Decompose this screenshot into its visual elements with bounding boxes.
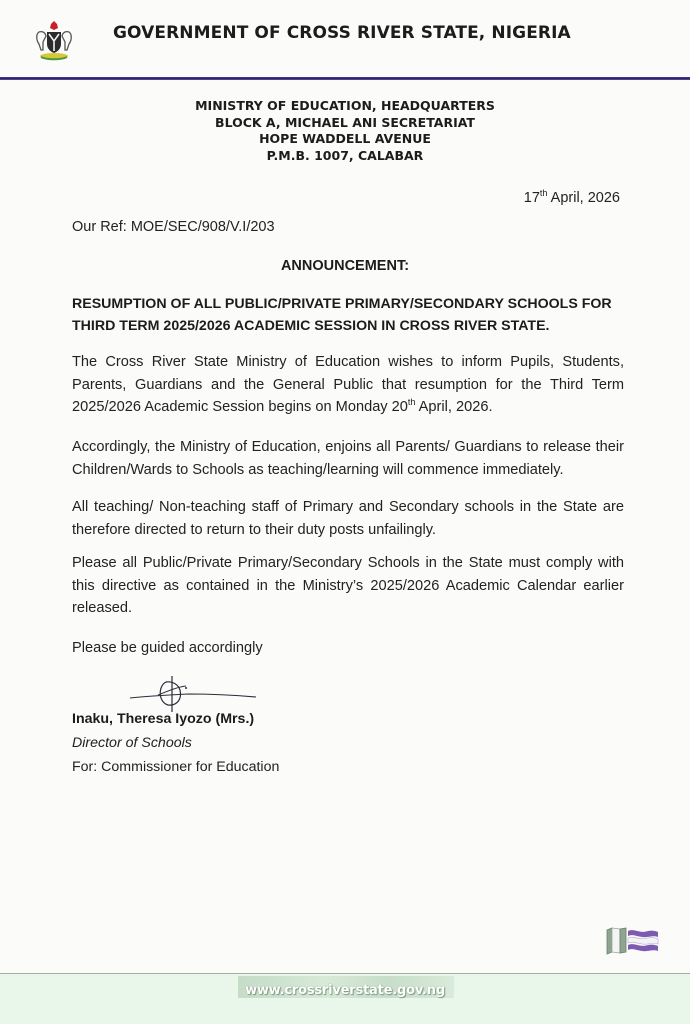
p1-suffix: th xyxy=(407,397,416,407)
ministry-address xyxy=(0,98,690,164)
address-line: P.M.B. 1007, CALABAR xyxy=(266,147,424,163)
reference-number: Our Ref: MOE/SEC/908/V.I/203 xyxy=(72,219,275,235)
address-line: BLOCK A, MICHAEL ANI SECRETARIAT xyxy=(215,114,475,130)
address-line: HOPE WADDELL AVENUE xyxy=(259,131,431,146)
subject-heading: RESUMPTION OF ALL PUBLIC/PRIVATE PRIMARY/SECONDARY SCHOOLS FOR THIRD TERM 2025/2026 ACADEMIC SESSION IN CROSS RIVER STATE. xyxy=(72,296,612,334)
date-suffix: th xyxy=(539,188,548,198)
body-paragraph-compliance: Please all Public/Private Primary/Secondary Schools in the State must comply with this directive as contained in the Ministry’s 2025/2026 Academic Calendar earlier released. xyxy=(72,555,624,616)
signature xyxy=(128,674,258,714)
cross-river-flag-icon xyxy=(604,926,662,956)
date-day: 17 xyxy=(523,190,540,206)
date-rest: April, 2026 xyxy=(547,190,620,206)
body-paragraph-parents: Accordingly, the Ministry of Education, enjoins all Parents/ Guardians to release their Children/Wards to Schools as teaching/learning will commence immediately. xyxy=(72,439,624,478)
nigeria-coat-of-arms-icon xyxy=(32,20,76,62)
p1-text-end: April, 2026. xyxy=(415,399,493,415)
p1-text: The Cross River State Ministry of Education wishes to inform Pupils, Students, Parents, Guardians and the General Public that resumption for the Third Term 2025/2026 Academic Session begins on Monday 20 xyxy=(72,354,624,415)
address-line: MINISTRY OF EDUCATION, HEADQUARTERS xyxy=(195,98,495,113)
letter-date xyxy=(524,190,620,206)
signatory-on-behalf: For: Commissioner for Education xyxy=(72,759,280,775)
letterhead xyxy=(0,0,690,80)
body-paragraph-resumption xyxy=(72,351,624,419)
announcement-heading: ANNOUNCEMENT: xyxy=(280,258,410,274)
header-divider xyxy=(0,77,690,80)
government-title: GOVERNMENT OF CROSS RIVER STATE, NIGERIA xyxy=(113,23,571,43)
closing-line: Please be guided accordingly xyxy=(72,640,263,656)
signatory-name: Inaku, Theresa Iyozo (Mrs.) xyxy=(72,711,255,727)
footer-website: www.crossriverstate.gov.ng xyxy=(245,983,445,998)
body-paragraph-staff: All teaching/ Non-teaching staff of Primary and Secondary schools in the State are therefore directed to return to their duty posts unfailingly. xyxy=(72,499,624,538)
signatory-title: Director of Schools xyxy=(72,735,192,751)
